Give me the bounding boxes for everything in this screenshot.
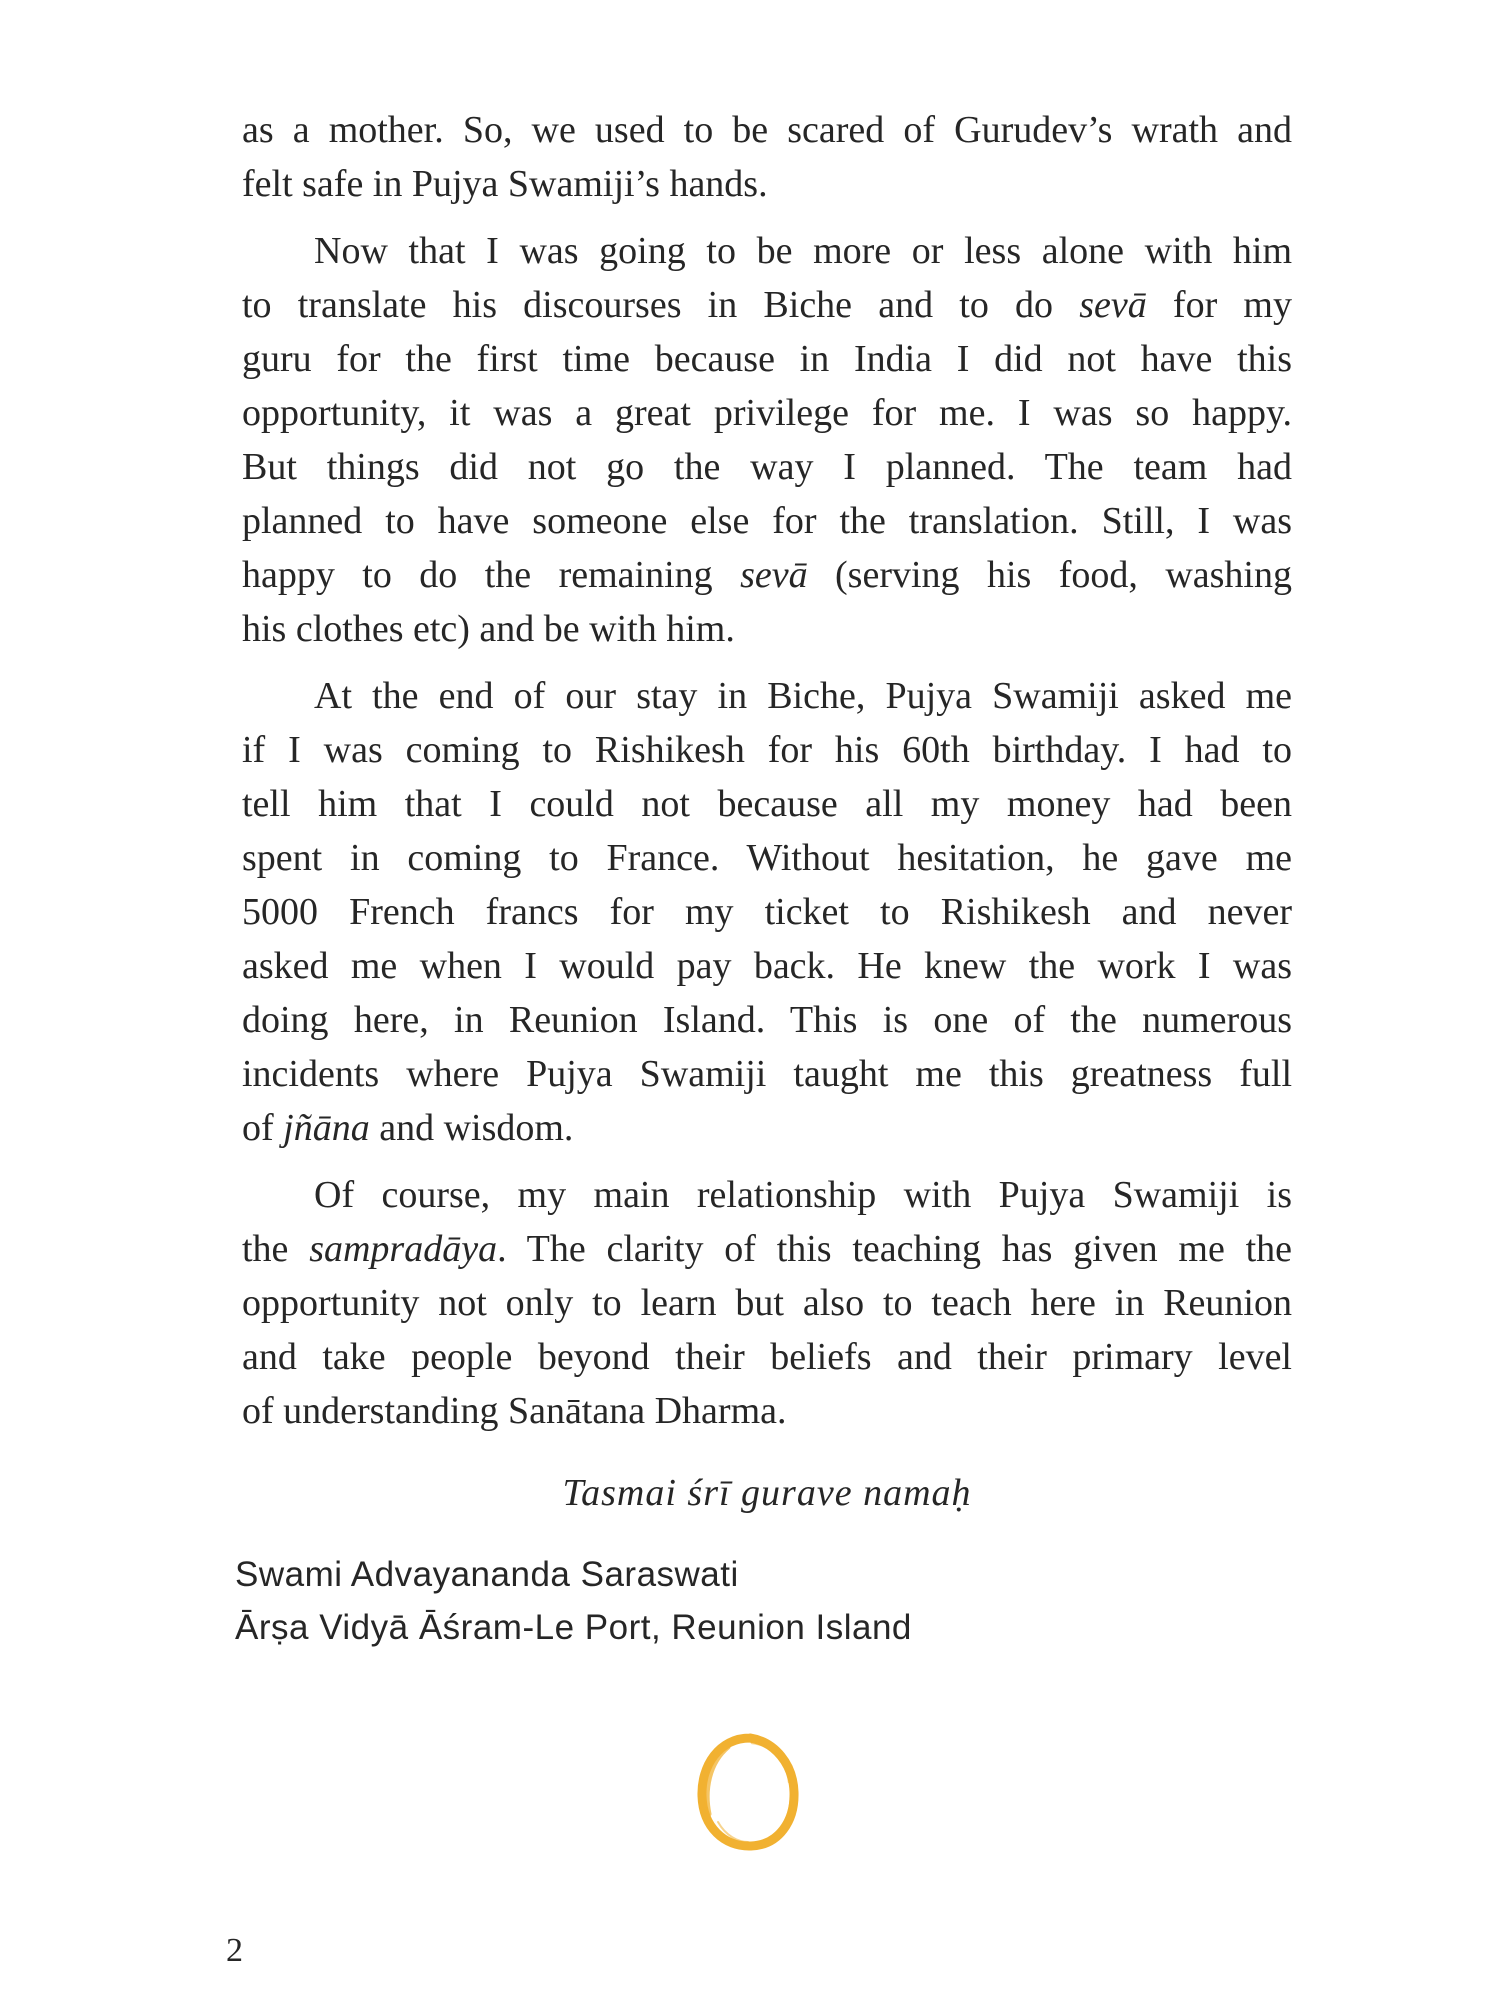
italic-term: sevā [1079,284,1147,326]
text-line [242,777,1292,831]
text-segment: and wisdom. [369,1107,574,1149]
text-segment: and take people beyond their beliefs and their primary level [242,1336,1292,1378]
brush-circle-icon [688,1726,808,1858]
text-segment: of understanding Sanātana Dharma. [242,1390,787,1432]
text-line [242,103,1292,157]
paragraph-3 [242,669,1292,1155]
text-segment: his clothes etc) and be with him. [242,608,735,650]
text-segment: asked me when I would pay back. He knew the work I was [242,945,1292,987]
text-line [242,332,1292,386]
text-line [242,831,1292,885]
text-line [242,440,1292,494]
closing-invocation: Tasmai śrī gurave namaḥ [562,1472,972,1514]
text-segment: guru for the first time because in India I did not have this [242,338,1292,380]
signature-place: Ārṣa Vidyā Āśram-Le Port, Reunion Island [235,1608,912,1647]
text-segment: tell him that I could not because all my money had been [242,783,1292,825]
text-segment: . The clarity of this teaching has given me the [497,1228,1292,1270]
text-line [242,723,1292,777]
text-line [242,494,1292,548]
text-line [242,939,1292,993]
italic-term: jñāna [283,1107,370,1149]
text-segment: to translate his discourses in Biche and to do [242,284,1080,326]
text-line [242,1276,1292,1330]
text-line [242,278,1292,332]
text-line [242,1101,1292,1155]
text-segment: as a mother. So, we used to be scared of Gurudev’s wrath and [242,109,1292,151]
text-line [242,548,1292,602]
text-line [242,993,1292,1047]
text-segment: But things did not go the way I planned. The team had [242,446,1292,488]
text-segment: of [242,1107,284,1149]
text-segment: opportunity, it was a great privilege for me. I was so happy. [242,392,1292,434]
text-segment: happy to do the remaining [242,554,741,596]
text-segment: opportunity not only to learn but also to teach here in Reunion [242,1282,1292,1324]
text-segment: incidents where Pujya Swamiji taught me this greatness full [242,1053,1292,1095]
text-segment: Of course, my main relationship with Pujya Swamiji is [314,1174,1292,1216]
text-segment: felt safe in Pujya Swamiji’s hands. [242,163,768,205]
text-line [242,157,1292,211]
text-line [242,1330,1292,1384]
text-segment: 5000 French francs for my ticket to Rishikesh and never [242,891,1292,933]
page-number: 2 [226,1932,243,1969]
text-segment: planned to have someone else for the translation. Still, I was [242,500,1292,542]
body-text [242,103,1292,1451]
text-line [242,1222,1292,1276]
paragraph-1 [242,103,1292,211]
text-segment: (serving his food, washing [807,554,1292,596]
text-segment: spent in coming to France. Without hesitation, he gave me [242,837,1292,879]
paragraph-2 [242,224,1292,656]
text-segment: doing here, in Reunion Island. This is one of the numerous [242,999,1292,1041]
text-line [242,885,1292,939]
text-line [242,386,1292,440]
text-segment: At the end of our stay in Biche, Pujya Swamiji asked me [314,675,1292,717]
text-segment: the [242,1228,310,1270]
text-segment: for my [1146,284,1292,326]
italic-term: sampradāya [309,1228,498,1270]
text-line [242,1047,1292,1101]
italic-term: sevā [740,554,808,596]
text-line [242,224,1292,278]
paragraph-4 [242,1168,1292,1438]
text-line [242,1168,1292,1222]
text-line [242,669,1292,723]
text-line [242,1384,1292,1438]
signature-name: Swami Advayananda Saraswati [235,1555,739,1594]
text-line [242,602,1292,656]
text-segment: Now that I was going to be more or less alone with him [314,230,1292,272]
text-segment: if I was coming to Rishikesh for his 60th birthday. I had to [242,729,1292,771]
